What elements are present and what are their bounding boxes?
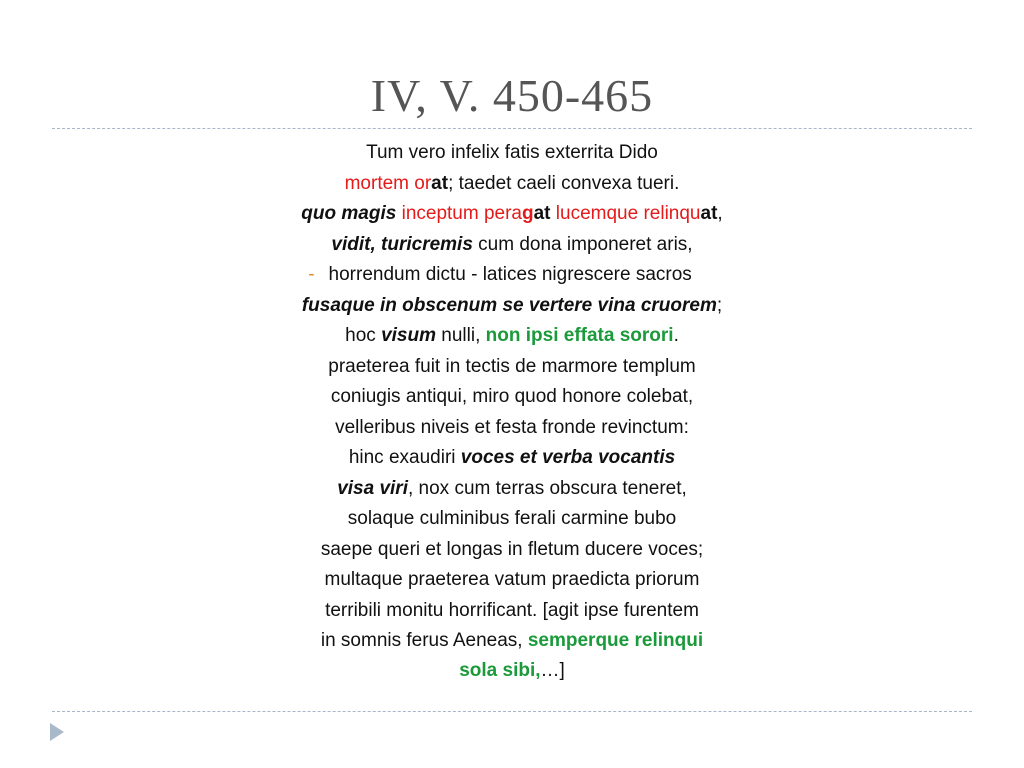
poem-line-17-part-a: in somnis ferus Aeneas, xyxy=(320,630,528,651)
poem-line-7-part-a: hoc xyxy=(345,325,382,346)
poem-line-5 xyxy=(0,260,1024,291)
poem-line-1: Tum vero infelix fatis exterrita Dido xyxy=(366,142,658,163)
poem-line-6 xyxy=(0,291,1024,322)
poem-line-11 xyxy=(0,443,1024,474)
poem-line-12-part-b: , nox cum terras obscura teneret, xyxy=(407,477,687,499)
poem-line-7 xyxy=(0,321,1024,352)
poem-line-4-part-a: vidit, turicremis xyxy=(331,233,473,255)
poem-line-7-part-d: non ipsi effata sorori xyxy=(485,325,674,346)
poem-line-18-part-b: …] xyxy=(540,659,565,681)
poem-line-9: coniugis antiqui, miro quod honore colebat, xyxy=(330,386,694,407)
dash-marker: - xyxy=(308,264,315,285)
poem-line-2-part-a: mortem or xyxy=(344,172,432,194)
poem-line-17-part-b: semperque relinqui xyxy=(527,630,704,651)
poem-line-3-part-a: quo magis xyxy=(301,203,397,224)
poem-line-5-text: horrendum dictu - latices nigrescere sacros xyxy=(328,264,692,285)
poem-line-7-part-c: nulli, xyxy=(436,325,486,346)
poem-line-8: praeterea fuit in tectis de marmore templum xyxy=(328,355,696,377)
poem-line-2 xyxy=(0,169,1024,200)
poem-line-13: solaque culminibus ferali carmine bubo xyxy=(347,508,677,529)
poem-line-2-part-c: ; taedet caeli convexa tueri. xyxy=(448,172,680,194)
poem-line-6-part-a: fusaque in obscenum se vertere vina cruorem xyxy=(301,294,717,316)
top-divider xyxy=(52,128,972,129)
poem-line-11-part-b: voces et verba vocantis xyxy=(460,447,676,468)
poem-line-6-part-b: ; xyxy=(716,294,723,316)
poem-line-3-part-g: , xyxy=(717,203,723,224)
triangle-right-icon xyxy=(50,723,64,741)
poem-line-7-part-e: . xyxy=(673,325,679,346)
poem-line-14: saepe queri et longas in fletum ducere voces; xyxy=(320,538,704,560)
poem-line-3 xyxy=(0,199,1024,230)
poem-line-16: terribili monitu horrificant. [agit ipse furentem xyxy=(325,599,699,621)
poem-line-3-part-e: lucemque relinqu xyxy=(550,203,701,224)
poem-line-10: velleribus niveis et festa fronde revinctum: xyxy=(335,416,689,438)
poem-line-15: multaque praeterea vatum praedicta priorum xyxy=(324,569,700,590)
poem-line-7-part-b: visum xyxy=(381,325,436,346)
slide-title: IV, V. 450-465 xyxy=(370,70,654,121)
poem-line-4 xyxy=(0,230,1024,261)
poem-line-11-part-a: hinc exaudiri xyxy=(348,447,461,468)
poem-line-18-part-a: sola sibi, xyxy=(459,659,541,681)
poem-text xyxy=(0,138,1024,681)
poem-line-3-part-b: inceptum pera xyxy=(396,203,522,224)
bottom-divider xyxy=(52,711,972,712)
poem-line-3-part-f: at xyxy=(700,203,718,224)
poem-line-17 xyxy=(0,626,1024,657)
poem-line-3-part-d: at xyxy=(533,203,551,224)
poem-line-12 xyxy=(0,474,1024,505)
poem-line-18 xyxy=(0,660,1024,681)
poem-line-4-part-b: cum dona imponeret aris, xyxy=(472,233,693,255)
poem-line-3-part-c: g xyxy=(522,203,534,224)
poem-line-12-part-a: visa viri xyxy=(337,477,408,499)
poem-line-2-part-b: at xyxy=(431,172,449,194)
